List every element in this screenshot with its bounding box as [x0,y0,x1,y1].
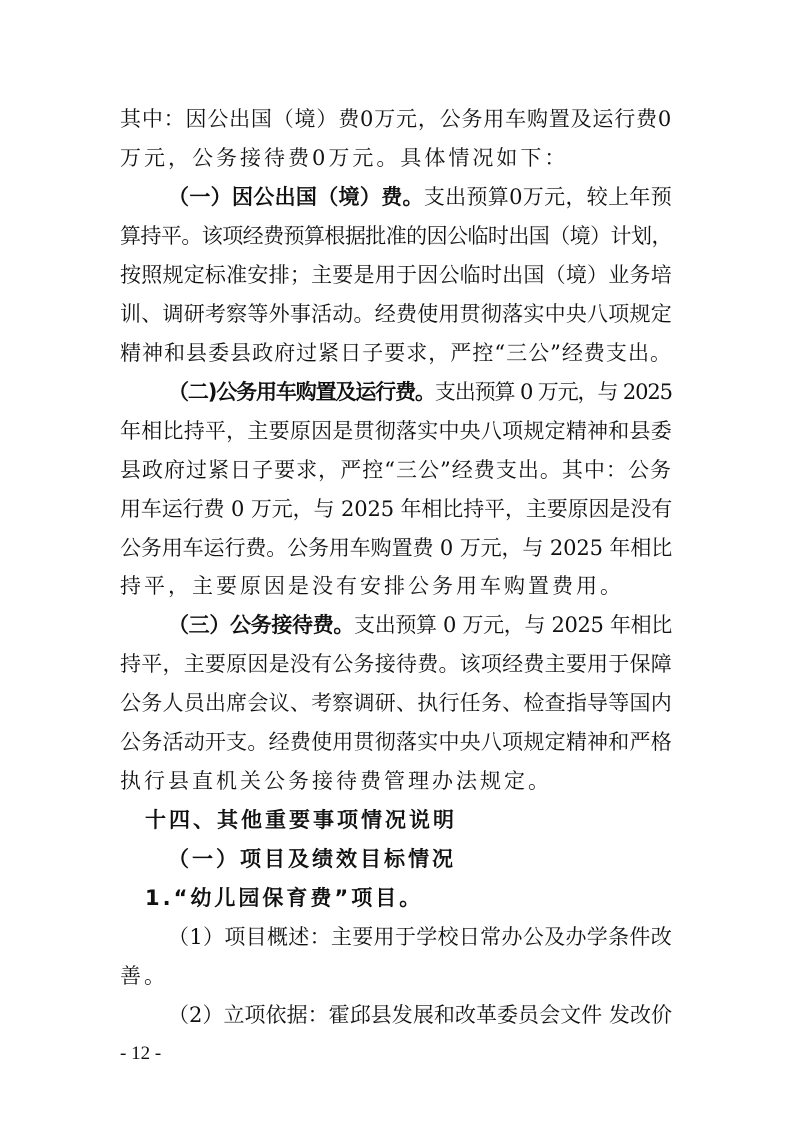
line-text: 按照规定标准安排；主要是用于因公临时出国（境）业务培 [120,263,672,287]
line-text: （1）项目概述：主要用于学校日常办公及办学条件改 [168,925,673,949]
text-line [120,961,168,991]
line-text: 善。 [120,964,168,988]
text-line [120,688,672,718]
bold-lead: （三）公务接待费。 [168,613,355,637]
line-text: （2）立项依据：霍邱县发展和改革委员会文件 发改价 [168,1003,673,1027]
line-text: 精神和县委县政府过紧日子要求，严控“三公”经费支出。 [120,341,672,365]
line-text: 其中：因公出国（境）费0万元，公务用车购置及运行费0 [120,107,673,131]
text-line [120,104,672,134]
text-line [168,1000,672,1030]
text-line [120,727,672,757]
line-text: 年相比持平，主要原因是贯彻落实中央八项规定精神和县委 [120,419,672,443]
section-heading [168,844,456,874]
line-text: 支出预算 0 万元，与 2025 [434,380,672,404]
line-text: 执行县直机关公务接待费管理办法规定。 [120,769,552,793]
line-text: 用车运行费 0 万元，与 2025 年相比持平，主要原因是没有 [120,497,673,521]
text-line [120,338,672,368]
section-heading [145,805,457,835]
line-text: 公务人员出席会议、考察调研、执行任务、检查指导等国内 [120,691,672,715]
bold-lead: （二)公务用车购置及运行费。 [168,380,435,404]
text-line [120,533,672,563]
text-line [120,766,552,796]
text-line [168,182,672,212]
text-line [120,221,672,251]
line-text: 支出预算 0 万元，与 2025 年相比 [354,613,672,637]
line-text: 万元，公务接待费0万元。具体情况如下： [120,146,569,170]
text-line [120,649,672,679]
line-text: 支出预算0万元，较上年预 [423,185,673,209]
text-line [168,610,672,640]
bold-lead: 1.“幼儿园保育费”项目。 [145,886,424,910]
line-text: 公务活动开支。经费使用贯彻落实中央八项规定精神和严格 [120,730,672,754]
bold-lead: 十四、其他重要事项情况说明 [145,808,457,832]
line-text: 县政府过紧日子要求，严控“三公”经费支出。其中：公务 [120,458,672,482]
page-number: - 12 - [120,1043,162,1064]
text-line [168,377,672,407]
line-text: 训、调研考察等外事活动。经费使用贯彻落实中央八项规定 [120,302,672,326]
bold-lead: （一）项目及绩效目标情况 [168,847,456,871]
text-line [120,455,672,485]
text-line [120,299,672,329]
text-line [120,143,568,173]
line-text: 算持平。该项经费预算根据批准的因公临时出国（境）计划， [120,224,672,248]
bold-lead: （一）因公出国（境）费。 [168,185,424,209]
text-line [120,571,624,601]
line-text: 持平，主要原因是没有公务接待费。该项经费主要用于保障 [120,652,672,676]
line-text: 公务用车运行费。公务用车购置费 0 万元，与 2025 年相比 [120,536,673,560]
line-text: 持平，主要原因是没有安排公务用车购置费用。 [120,574,624,598]
text-line [120,494,672,524]
section-heading [145,883,423,913]
text-line [168,922,672,952]
text-line [120,260,672,290]
text-line [120,416,672,446]
